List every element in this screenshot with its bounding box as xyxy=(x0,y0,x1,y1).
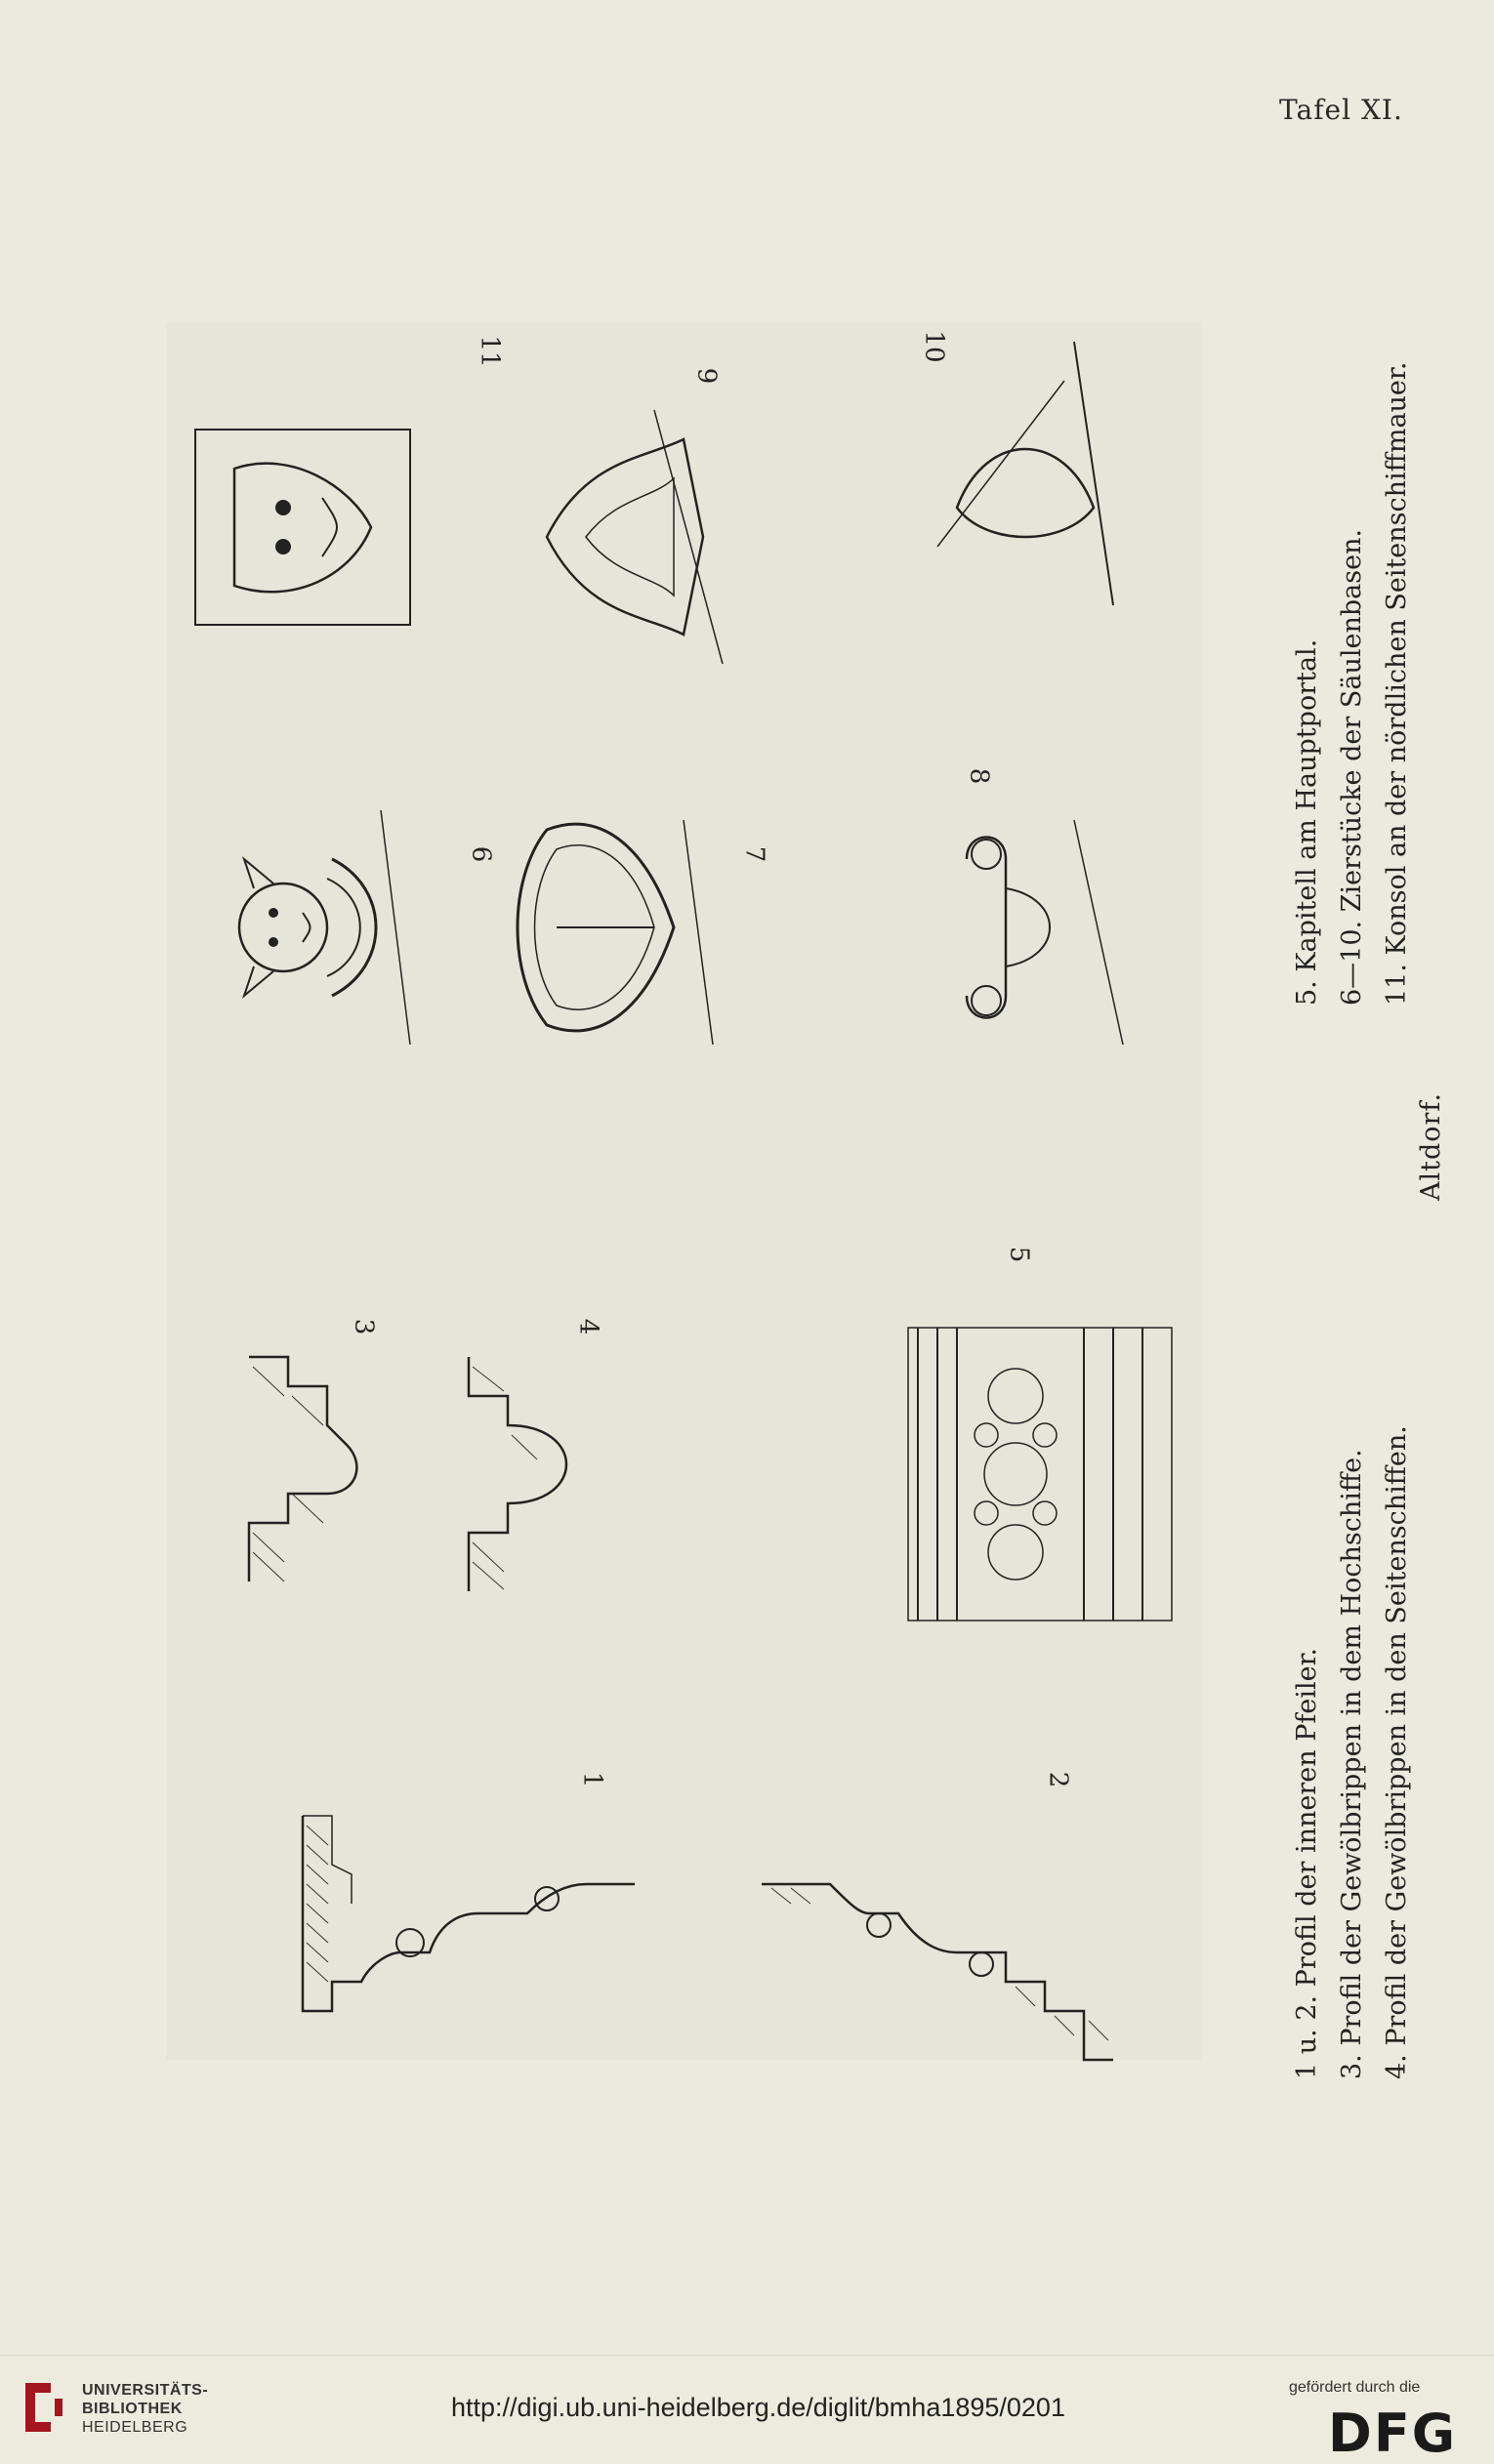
figure-10-ornament xyxy=(928,322,1152,615)
figure-3-rib-profile xyxy=(229,1347,405,1601)
caption-1-2: 1 u. 2. Profil der inneren Pfeiler. xyxy=(1292,1647,1322,2079)
captions-right-column xyxy=(1285,362,1420,1006)
figure-number-1: 1 xyxy=(577,1771,607,1788)
figure-number-10: 10 xyxy=(919,330,949,363)
figure-number-5: 5 xyxy=(1004,1246,1034,1263)
footer-bar xyxy=(0,2355,1494,2463)
figure-9-ornament xyxy=(508,400,742,674)
library-name: UNIVERSITÄTS- BIBLIOTHEK HEIDELBERG xyxy=(82,2382,209,2436)
figure-number-11: 11 xyxy=(475,335,505,368)
figure-number-3: 3 xyxy=(349,1318,379,1335)
figure-number-7: 7 xyxy=(739,845,769,863)
captions-block xyxy=(1285,322,1441,2079)
figure-number-9: 9 xyxy=(691,367,722,385)
plate-title: Tafel XI. xyxy=(1279,94,1403,126)
dfg-logo: DFG xyxy=(1328,2402,1458,2464)
figure-4-rib-profile xyxy=(449,1337,625,1611)
captions-left-column xyxy=(1285,1425,1420,2079)
caption-4: 4. Profil der Gewölbrippen in den Seitenschiffen. xyxy=(1382,1425,1412,2079)
figure-1-pier-profile xyxy=(293,1806,644,2021)
caption-11: 11. Konsol an der nördlichen Seitenschiffmauer. xyxy=(1382,361,1412,1006)
figure-11-console xyxy=(176,410,430,644)
figure-number-2: 2 xyxy=(1043,1771,1073,1788)
funded-by-label: gefördert durch die xyxy=(1289,2379,1421,2396)
caption-5: 5. Kapitell am Hauptportal. xyxy=(1292,638,1322,1006)
figure-number-6: 6 xyxy=(466,845,496,863)
library-logo-icon xyxy=(21,2379,66,2436)
place-name: Altdorf. xyxy=(1416,1091,1446,1201)
figure-number-4: 4 xyxy=(573,1318,603,1335)
figure-6-ornament xyxy=(166,791,420,1064)
caption-3: 3. Profil der Gewölbrippen in dem Hochschiffe. xyxy=(1337,1449,1367,2079)
figure-2-pier-profile xyxy=(752,1874,1123,2070)
figure-7-ornament xyxy=(488,801,723,1054)
figure-5-capital xyxy=(898,1318,1182,1630)
source-url-link[interactable]: http://digi.ub.uni-heidelberg.de/diglit/bmha1895/0201 xyxy=(451,2393,1065,2422)
figure-number-8: 8 xyxy=(964,767,994,785)
caption-6-10: 6—10. Zierstücke der Säulenbasen. xyxy=(1337,528,1367,1006)
figure-8-ornament xyxy=(928,801,1162,1054)
